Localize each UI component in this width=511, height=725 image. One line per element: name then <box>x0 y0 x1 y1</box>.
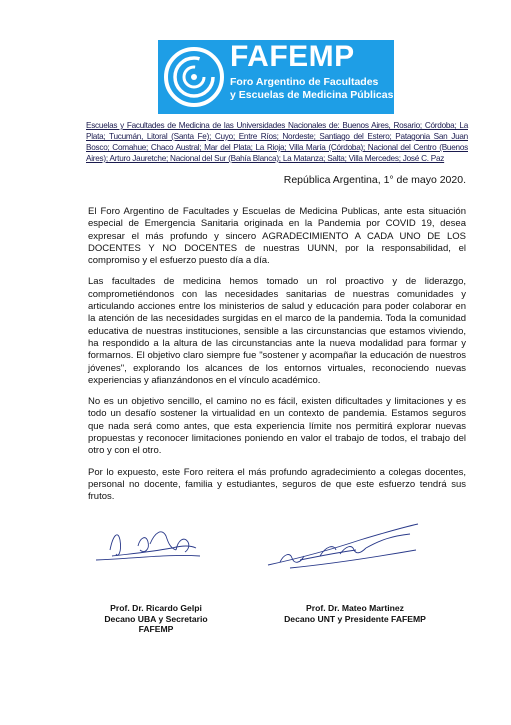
member-universities-list: Escuelas y Facultades de Medicina de las Universidades Nacionales de: Buenos Aires, Rosario; Córdoba; La Plata; Tucumán, Litoral (Santa Fe); Cuyo; Entre Ríos; Nordeste; Santiago del Estero; Patagonia San Juan Bosco; Comahue; Chaco Austral; Mar del Plata; La Rioja; Villa María (Córdoba); Nacional del Centro (Buenos Aires); Arturo Jauretche; Nacional del Sur (Bahía Blanca); La Matanza; Salta; Villa Mercedes; José C. Paz <box>86 121 468 163</box>
paragraph-4: Por lo expuesto, este Foro reitera el más profundo agradecimiento a colegas docentes, personal no docente, familia y estudiantes, seguros de que este esfuerzo tendrá sus frutos. <box>88 466 466 503</box>
signer-title: Decano UBA y Secretario FAFEMP <box>104 613 208 634</box>
signer-name: Prof. Dr. Mateo Martinez <box>306 603 404 613</box>
brand-subtitle <box>230 76 394 102</box>
signature-area <box>0 510 511 640</box>
signature-gelpi <box>96 532 200 560</box>
brand-title: FAFEMP <box>230 40 355 73</box>
brand-subtitle-line2: y Escuelas de Medicina Públicas <box>230 89 394 101</box>
brand-subtitle-line1: Foro Argentino de Facultades <box>230 76 379 88</box>
header-banner <box>158 40 394 114</box>
signer-title: Decano UNT y Presidente FAFEMP <box>284 613 426 624</box>
signer-name: Prof. Dr. Ricardo Gelpi <box>110 603 202 613</box>
paragraph-2: Las facultades de medicina hemos tomado un rol proactivo y de liderazgo, comprometiéndonos con las necesidades sanitarias de nuestras comunidades y articulando acciones entre los ministerios de salud y educación para poder colaborar en la atención de las necesidades surgidas en el marco de la pandemia. Toda la comunidad educativa de nuestras instituciones, sensible a las circunstancias que estamos viviendo, ha respondido a la altura de las circunstancias ante la nueva modalidad para formar y formarnos. El objetivo claro siempre fue "sostener y acompañar la educación de nuestros jóvenes", explorando los alcances de los entornos virtuales, reconociendo nuevas experiencias y afianzándonos en el vínculo académico. <box>88 276 466 386</box>
signature-block-martinez <box>281 603 429 624</box>
paragraph-1: El Foro Argentino de Facultades y Escuelas de Medicina Publicas, ante esta situación especial de Emergencia Sanitaria originada en la Pandemia por COVID 19, desea expresar el más profundo y sincero AGRADECIMIENTO A CADA UNO DE LOS DOCENTES Y NO DOCENTES de nuestras UUNN, por la responsabilidad, el compromiso y el esfuerzo puesto día a día. <box>88 206 466 267</box>
document-date: República Argentina, 1° de mayo 2020. <box>283 174 466 186</box>
signature-block-gelpi <box>96 603 216 635</box>
handwritten-signatures <box>0 510 511 600</box>
letter-body <box>88 206 466 513</box>
paragraph-3: No es un objetivo sencillo, el camino no es fácil, existen dificultades y limitaciones y es todo un desafío sostener la virtualidad en un contexto de pandemia. Estamos seguros que nada será como antes, que esta experiencia límite nos permitirá explorar nuevas propuestas y reconocer limitaciones poniendo en valor el trabajo de todos, el trabajo del otro y con el otro. <box>88 396 466 457</box>
concentric-circles-logo-icon <box>162 43 226 111</box>
signature-martinez <box>268 524 418 568</box>
